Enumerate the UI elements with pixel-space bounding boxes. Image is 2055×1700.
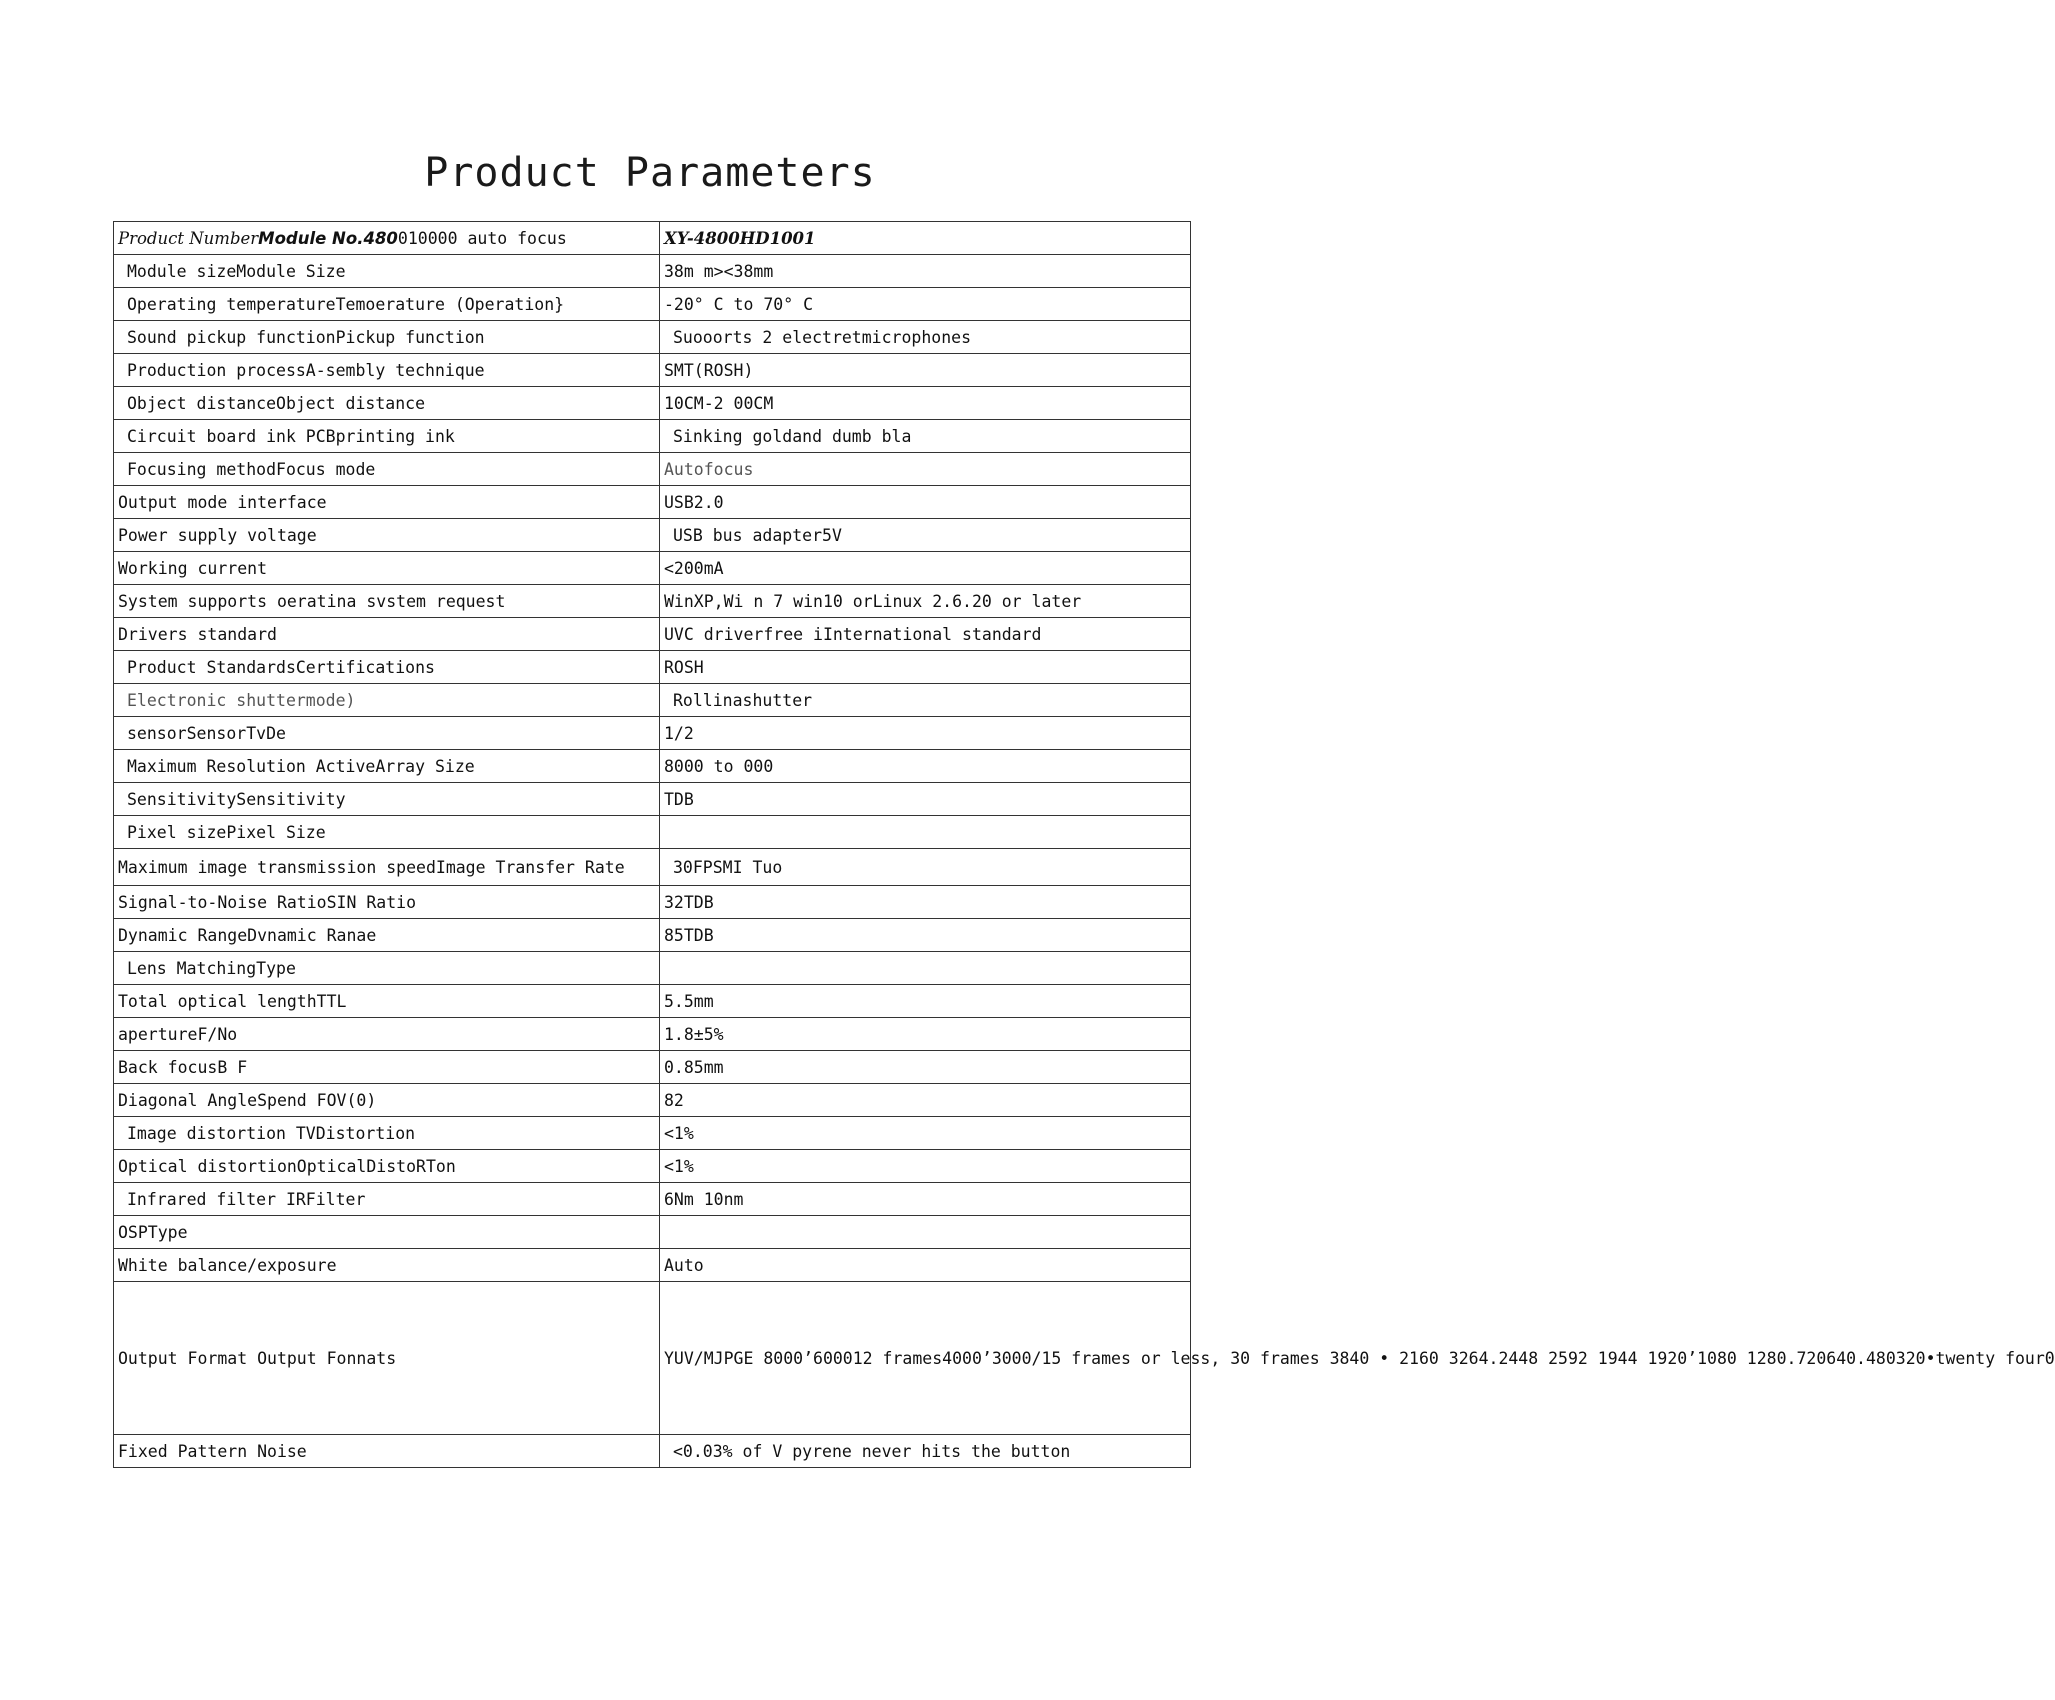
param-value: 30FPSMI Tuo: [660, 849, 1191, 886]
param-value: 0.85mm: [660, 1051, 1191, 1084]
table-row: [114, 684, 1191, 717]
param-value: [660, 1216, 1191, 1249]
table-row: [114, 1117, 1191, 1150]
param-label: Signal-to-Noise RatioSIN Ratio: [114, 886, 660, 919]
table-row: [114, 519, 1191, 552]
table-row: [114, 750, 1191, 783]
param-label: Production processA-sembly technique: [114, 354, 660, 387]
table-row: [114, 222, 1191, 255]
param-value: 8000 to 000: [660, 750, 1191, 783]
table-row: [114, 886, 1191, 919]
param-value: [660, 952, 1191, 985]
param-value: UVC driverfree iInternational standard: [660, 618, 1191, 651]
param-label: SensitivitySensitivity: [114, 783, 660, 816]
param-value: 38m m><38mm: [660, 255, 1191, 288]
param-value: WinXP,Wi n 7 win10 orLinux 2.6.20 or later: [660, 585, 1191, 618]
table-row: [114, 1216, 1191, 1249]
param-label: Circuit board ink PCBprinting ink: [114, 420, 660, 453]
param-value: <1%: [660, 1117, 1191, 1150]
table-row: [114, 1051, 1191, 1084]
table-row: [114, 1435, 1191, 1468]
param-value: XY-4800HD1001: [660, 222, 1191, 255]
param-label: Pixel sizePixel Size: [114, 816, 660, 849]
param-label: Optical distortionOpticalDistoRTon: [114, 1150, 660, 1183]
table-row: [114, 321, 1191, 354]
param-label: Image distortion TVDistortion: [114, 1117, 660, 1150]
param-label: Diagonal AngleSpend FOV(0): [114, 1084, 660, 1117]
param-label: Working current: [114, 552, 660, 585]
table-row: [114, 1249, 1191, 1282]
param-label: Object distanceObject distance: [114, 387, 660, 420]
param-label: Lens MatchingType: [114, 952, 660, 985]
param-label: Sound pickup functionPickup function: [114, 321, 660, 354]
param-label: Output mode interface: [114, 486, 660, 519]
param-value: <200mA: [660, 552, 1191, 585]
page-title: Product Parameters: [424, 150, 876, 196]
table-row: [114, 849, 1191, 886]
table-row: [114, 985, 1191, 1018]
param-label: Back focusB F: [114, 1051, 660, 1084]
param-label: Maximum image transmission speedImage Transfer Rate: [114, 849, 660, 886]
param-value: SMT(ROSH): [660, 354, 1191, 387]
param-value: 82: [660, 1084, 1191, 1117]
table-row: [114, 651, 1191, 684]
param-label: [114, 222, 660, 255]
param-value: -20° C to 70° C: [660, 288, 1191, 321]
param-value: ROSH: [660, 651, 1191, 684]
param-label: White balance/exposure: [114, 1249, 660, 1282]
label-part: 010000 auto focus: [397, 228, 567, 248]
param-label: Output Format Output Fonnats: [114, 1282, 660, 1435]
param-value: 1/2: [660, 717, 1191, 750]
param-label: Power supply voltage: [114, 519, 660, 552]
param-label: System supports oeratina svstem request: [114, 585, 660, 618]
table-row: [114, 288, 1191, 321]
table-row: [114, 919, 1191, 952]
param-label: OSPType: [114, 1216, 660, 1249]
table-row: [114, 717, 1191, 750]
label-part: Product Number: [118, 228, 259, 248]
table-row: [114, 420, 1191, 453]
table-row: [114, 952, 1191, 985]
param-value: 10CM-2 00CM: [660, 387, 1191, 420]
param-value: <0.03% of V pyrene never hits the button: [660, 1435, 1191, 1468]
param-label: Electronic shuttermode): [114, 684, 660, 717]
param-label: apertureF/No: [114, 1018, 660, 1051]
param-label: Total optical lengthTTL: [114, 985, 660, 1018]
table-row: [114, 816, 1191, 849]
table-row: [114, 1084, 1191, 1117]
table-row: [114, 1183, 1191, 1216]
table-row: [114, 1018, 1191, 1051]
param-value: Suooorts 2 electretmicrophones: [660, 321, 1191, 354]
param-value: Autofocus: [660, 453, 1191, 486]
table-row: [114, 552, 1191, 585]
parameters-table: [113, 221, 2055, 1468]
param-label: Infrared filter IRFilter: [114, 1183, 660, 1216]
table-row: [114, 783, 1191, 816]
param-label: Dynamic RangeDvnamic Ranae: [114, 919, 660, 952]
table-row: [114, 255, 1191, 288]
param-value: USB bus adapter5V: [660, 519, 1191, 552]
param-value: 32TDB: [660, 886, 1191, 919]
param-label: Drivers standard: [114, 618, 660, 651]
param-label: Product StandardsCertifications: [114, 651, 660, 684]
param-label: Fixed Pattern Noise: [114, 1435, 660, 1468]
param-value: <1%: [660, 1150, 1191, 1183]
label-part: Module No.480: [258, 228, 398, 248]
param-value: 5.5mm: [660, 985, 1191, 1018]
table-row: [114, 486, 1191, 519]
param-value: Rollinashutter: [660, 684, 1191, 717]
param-value: 6Nm 10nm: [660, 1183, 1191, 1216]
table-row: [114, 354, 1191, 387]
param-value: 1.8±5%: [660, 1018, 1191, 1051]
param-label: Operating temperatureTemoerature (Operation}: [114, 288, 660, 321]
param-value: TDB: [660, 783, 1191, 816]
table-row: [114, 1282, 1191, 1435]
table-row: [114, 585, 1191, 618]
param-value: USB2.0: [660, 486, 1191, 519]
table-row: [114, 453, 1191, 486]
table-row: [114, 618, 1191, 651]
param-value: Sinking goldand dumb bla: [660, 420, 1191, 453]
param-label: Focusing methodFocus mode: [114, 453, 660, 486]
param-value: [660, 816, 1191, 849]
param-value: Auto: [660, 1249, 1191, 1282]
param-label: Maximum Resolution ActiveArray Size: [114, 750, 660, 783]
table-row: [114, 387, 1191, 420]
param-label: Module sizeModule Size: [114, 255, 660, 288]
param-label: sensorSensorTvDe: [114, 717, 660, 750]
param-value: YUV/MJPGE 8000’600012 frames4000’3000/15 frames or less, 30 frames 3840 • 2160 3264.2448 2592 1944 1920’1080 1280.720640.480320•twenty four0: [660, 1282, 1191, 1435]
param-value: 85TDB: [660, 919, 1191, 952]
table-row: [114, 1150, 1191, 1183]
